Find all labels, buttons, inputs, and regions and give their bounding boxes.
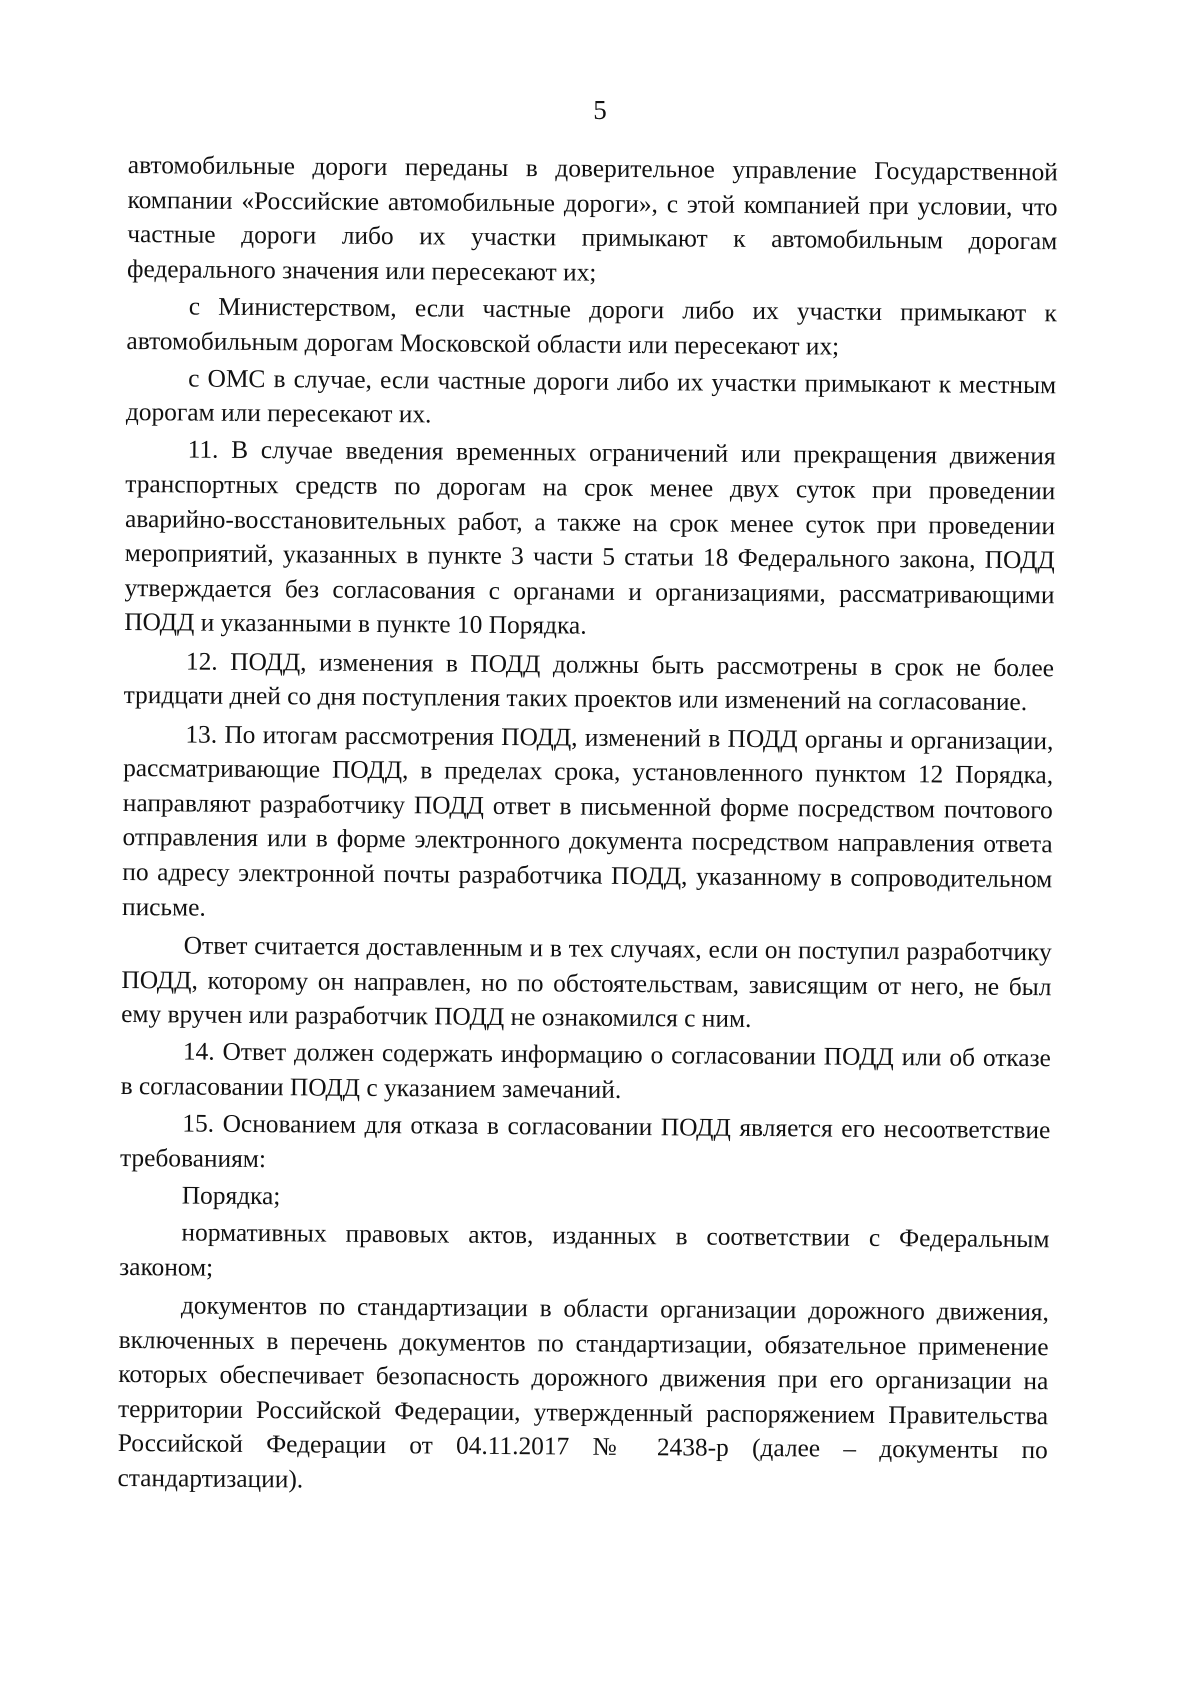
paragraph-continuation: автомобильные дороги переданы в доверительное управление Государственной компании «Российские автомобильные дороги», с этой компанией при условии, что частные дороги либо их участки примыкают к автомобильным дорогам федерального значения или пересекают их; — [126, 150, 1058, 287]
paragraph-item-15: 15. Основанием для отказа в согласовании ПОДД является его несоответствие требованиям: — [119, 1109, 1051, 1173]
paragraph-item-14: 14. Ответ должен содержать информацию о согласовании ПОДД или об отказе в согласовании ПОДД с указанием замечаний. — [120, 1037, 1051, 1104]
paragraph-oms: с ОМС в случае, если частные дороги либо их участки примыкают к местным дорогам или пересекают их. — [125, 364, 1057, 429]
paragraph-item-13: 13. По итогам рассмотрения ПОДД, изменений в ПОДД органы и организации, рассматривающие ПОДД, в пределах срока, установленного пунктом 12 Порядка, направляют разработчику ПОДД ответ в письменной форме посредством почтового отправления или в форме электронного документа посредством направления ответа по адресу электронной почты разработчика ПОДД, указанному в сопроводительном письме. — [121, 720, 1054, 922]
paragraph-normative-acts: нормативных правовых актов, изданных в соответствии с Федеральным законом; — [119, 1218, 1050, 1282]
paragraph-item-12: 12. ПОДД, изменения в ПОДД должны быть рассмотрены в срок не более тридцати дней со дня поступления таких проектов или изменений на согласование. — [123, 647, 1055, 717]
paragraph-ministry: с Министерством, если частные дороги либо их участки примыкают к автомобильным дорогам Московской области или пересекают их; — [126, 292, 1057, 361]
paragraph-standardization: документов по стандартизации в области организации дорожного движения, включенных в перечень документов по стандартизации, обязательное применение которых обеспечивает безопасность дорожного движения при его организации на территории Российской Федерации, утвержденный распоряжением Правительства Российской Федерации от 04.11.2017 № 2438-р (далее – документы по стандартизации). — [117, 1291, 1049, 1494]
document-body — [117, 148, 1058, 1505]
paragraph-order: Порядка; — [181, 1181, 281, 1211]
page-number: 5 — [593, 95, 607, 125]
paragraph-delivery: Ответ считается доставленным и в тех случаях, если он поступил разработчику ПОДД, которому он направлен, но по обстоятельствам, зависящим от него, не был ему вручен или разработчик ПОДД не ознакомился с ним. — [121, 931, 1052, 1034]
paragraph-item-11: 11. В случае введения временных ограничений или прекращения движения транспортных средств по дорогам на срок менее двух суток при проведении аварийно-восстановительных работ, а также на срок менее суток при проведении мероприятий, указанных в пункте 3 части 5 статьи 18 Федерального закона, ПОДД утверждается без согласования с органами и организациями, рассматривающими ПОДД и указанными в пункте 10 Порядка. — [124, 435, 1056, 640]
